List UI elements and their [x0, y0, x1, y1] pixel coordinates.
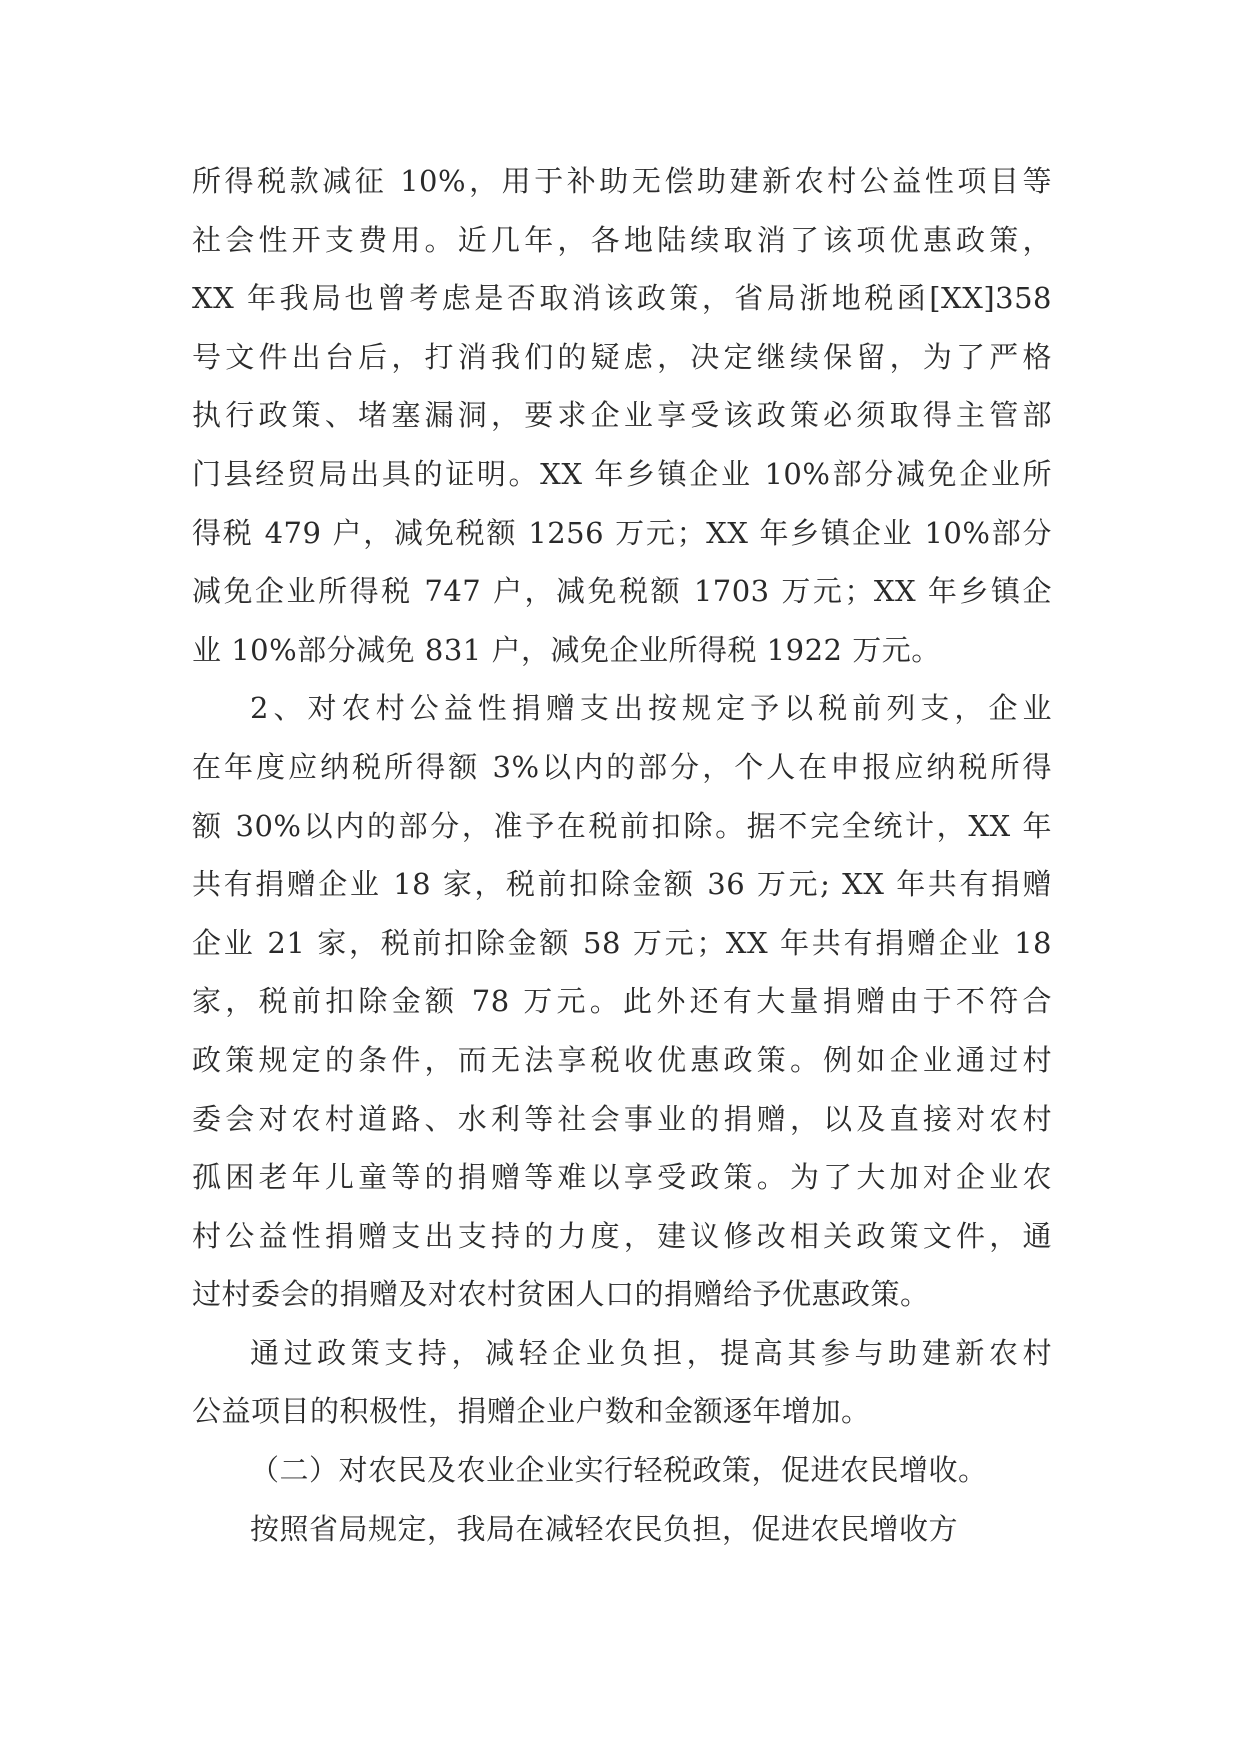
text-line: 通过政策支持，减轻企业负担，提高其参与助建新农村: [250, 1335, 1052, 1370]
text-line: 减免企业所得税 747 户，减免税额 1703 万元；XX 年乡镇企: [192, 574, 1052, 609]
text-line: 社会性开支费用。近几年，各地陆续取消了该项优惠政策，: [192, 222, 1052, 257]
text-line: 公益项目的积极性，捐赠企业户数和金额逐年增加。: [192, 1394, 871, 1429]
text-line: 额 30%以内的部分，准予在税前扣除。据不完全统计，XX 年: [192, 808, 1052, 843]
text-line: 所得税款减征 10%，用于补助无偿助建新农村公益性项目等: [192, 164, 1052, 198]
text-line: 家，税前扣除金额 78 万元。此外还有大量捐赠由于不符合: [192, 984, 1052, 1019]
text-line: 过村委会的捐赠及对农村贫困人口的捐赠给予优惠政策。: [192, 1277, 930, 1312]
text-line: 在年度应纳税所得额 3%以内的部分，个人在申报应纳税所得: [192, 749, 1052, 784]
text-line: （二）对农民及农业企业实行轻税政策，促进农民增收。: [250, 1453, 988, 1488]
text-line: 按照省局规定，我局在减轻农民负担，促进农民增收方: [250, 1511, 959, 1546]
text-line: 号文件出台后，打消我们的疑虑，决定继续保留，为了严格: [192, 339, 1052, 374]
text-line: 门县经贸局出具的证明。XX 年乡镇企业 10%部分减免企业所: [192, 456, 1052, 491]
document-body: [192, 152, 1052, 1558]
text-line: 2、对农村公益性捐赠支出按规定予以税前列支，企业: [250, 691, 1052, 726]
text-line: 村公益性捐赠支出支持的力度，建议修改相关政策文件，通: [192, 1218, 1052, 1253]
text-line: XX 年我局也曾考虑是否取消该政策，省局浙地税函[XX]358: [192, 281, 1052, 316]
text-line: 企业 21 家，税前扣除金额 58 万元；XX 年共有捐赠企业 18: [192, 925, 1052, 960]
text-line: 业 10%部分减免 831 户，减免企业所得税 1922 万元。: [192, 632, 941, 667]
text-line: 委会对农村道路、水利等社会事业的捐赠，以及直接对农村: [192, 1101, 1052, 1136]
text-line: 政策规定的条件，而无法享税收优惠政策。例如企业通过村: [192, 1042, 1052, 1077]
text-line: 得税 479 户，减免税额 1256 万元；XX 年乡镇企业 10%部分: [192, 515, 1052, 550]
text-line: 孤困老年儿童等的捐赠等难以享受政策。为了大加对企业农: [192, 1160, 1052, 1195]
text-line: 执行政策、堵塞漏洞，要求企业享受该政策必须取得主管部: [192, 398, 1052, 433]
text-line: 共有捐赠企业 18 家，税前扣除金额 36 万元; XX 年共有捐赠: [192, 867, 1052, 902]
